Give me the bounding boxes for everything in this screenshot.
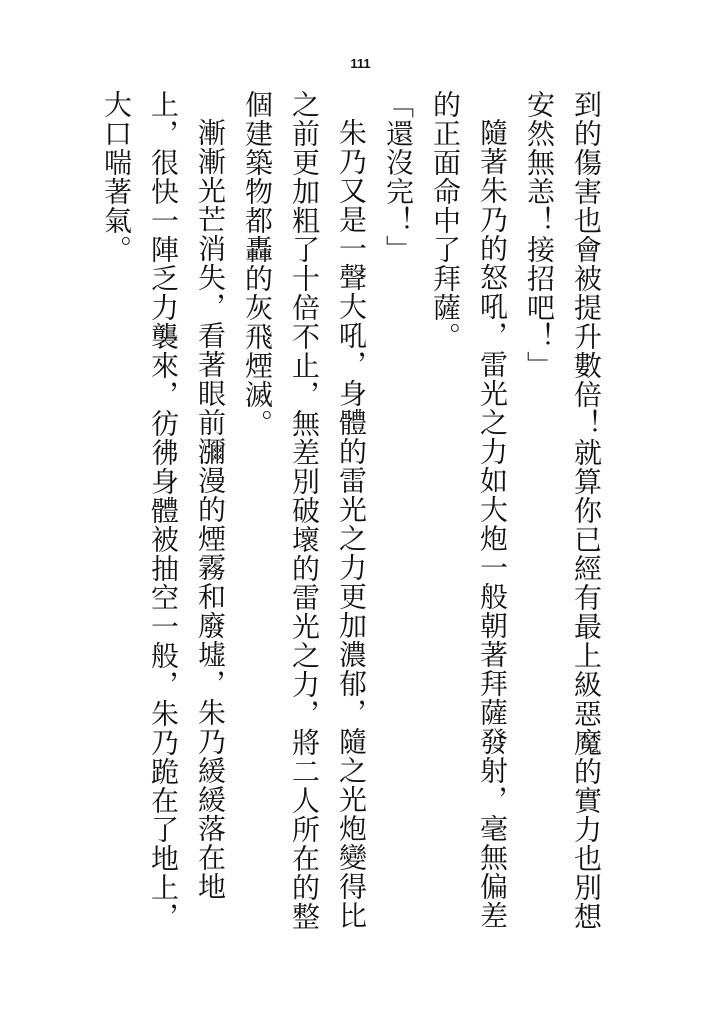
paragraph-2: 隨著朱乃的怒吼，雷光之力如大炮一般朝著拜薩發射，毫無偏差的正面命中了拜薩。 — [429, 90, 509, 930]
paragraph-4: 朱乃又是一聲大吼，身體的雷光之力更加濃郁，隨之光炮變得比之前更加粗了十倍不止，無差別破壞的雷光之力，將二人所在的整個建築物都轟的灰飛煙滅。 — [241, 90, 368, 931]
paragraph-1: 到的傷害也會被提升數倍！就算你已經有最上級惡魔的實力也別想安然無恙！接招吧！」 — [523, 90, 603, 931]
vertical-text-body — [100, 90, 610, 950]
paragraph-3: 「還沒完！」 — [382, 90, 415, 264]
paragraph-5: 漸漸光芒消失，看著眼前瀰漫的煙霧和廢墟，朱乃緩緩落在地上，很快一陣乏力襲來，彷彿身體被抽空一般，朱乃跪在了地上，大口喘著氣。 — [100, 90, 227, 931]
page-number: 111 — [350, 56, 371, 71]
